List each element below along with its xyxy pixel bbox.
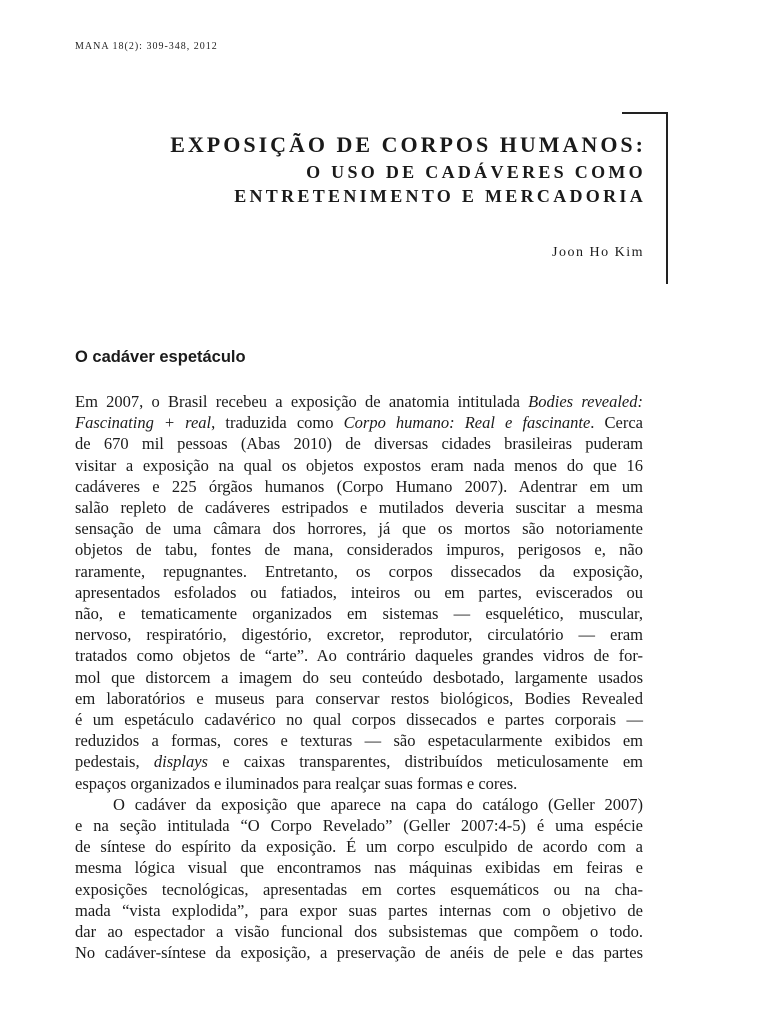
text-run: e caixas transparentes, distribuídos meticulosamente em	[207, 752, 644, 772]
article-subtitle-line: ENTRETENIMENTO E MERCADORIA	[234, 186, 646, 206]
body-line: não, e tematicamente organizados em sistemas — esquelético, muscular,	[75, 604, 643, 624]
body-line	[75, 412, 643, 433]
body-line: sensação de uma câmara dos horrores, já que os mortos são notoriamente	[75, 519, 643, 539]
body-line: exposições tecnológicas, apresentadas em cortes esquemáticos ou na cha-	[75, 879, 643, 899]
body-line: raramente, repugnantes. Entretanto, os corpos dissecados da exposição,	[75, 561, 643, 581]
body-line: cadáveres e 225 órgãos humanos (Corpo Humano 2007). Adentrar em um	[75, 476, 643, 496]
text-run: . Cerca	[590, 413, 643, 433]
body-line: em laboratórios e museus para conservar restos biológicos, Bodies Revealed	[75, 688, 643, 708]
text-run: pedestais,	[75, 752, 154, 772]
body-line: mada “vista explodida”, para expor suas partes internas com o objetivo de	[75, 900, 643, 920]
body-line: e na seção intitulada “O Corpo Revelado” (Geller 2007:4-5) é uma espécie	[75, 816, 643, 836]
paragraph	[75, 391, 643, 794]
body-line: de 670 mil pessoas (Abas 2010) de diversas cidades brasileiras puderam	[75, 434, 643, 454]
title-rule-vertical	[666, 112, 668, 284]
body-line: No cadáver-síntese da exposição, a preservação de anéis de pele e das partes	[75, 943, 643, 963]
title-rule-horizontal	[622, 112, 668, 114]
journal-citation: MANA 18(2): 309-348, 2012	[75, 41, 218, 52]
article-body	[75, 391, 643, 963]
body-line: de síntese do espírito da exposição. É um corpo esculpido de acordo com a	[75, 837, 643, 857]
body-line: tratados como objetos de “arte”. Ao contrário daqueles grandes vidros de for-	[75, 646, 643, 666]
body-line: apresentados esfolados ou fatiados, inteiros ou em partes, eviscerados ou	[75, 582, 643, 602]
body-line: nervoso, respiratório, digestório, excretor, reprodutor, circulatório — eram	[75, 625, 643, 645]
body-line: é um espetáculo cadavérico no qual corpos dissecados e partes corporais —	[75, 710, 643, 730]
italic-run: Fascinating + real	[75, 413, 212, 433]
article-title: EXPOSIÇÃO DE CORPOS HUMANOS:	[170, 132, 646, 157]
body-line: mol que distorcem a imagem do seu conteúdo desbotado, largamente usados	[75, 667, 643, 687]
italic-run: Corpo humano: Real e fascinante	[343, 413, 591, 433]
body-line: reduzidos a formas, cores e texturas — são espetacularmente exibidos em	[75, 731, 643, 751]
text-run: Em 2007, o Brasil recebeu a exposição de anatomia intitulada	[75, 392, 529, 411]
paragraph	[75, 794, 643, 964]
body-line: salão repleto de cadáveres estripados e mutilados deveria suscitar a mesma	[75, 498, 643, 518]
body-line: visitar a exposição na qual os objetos expostos eram nada menos do que 16	[75, 455, 643, 475]
author-name: Joon Ho Kim	[552, 245, 644, 260]
body-line: objetos de tabu, fontes de mana, considerados impuros, perigosos e, não	[75, 540, 643, 560]
text-run: , traduzida como	[211, 413, 344, 433]
article-subtitle-line: O USO DE CADÁVERES COMO	[306, 162, 646, 182]
body-line	[75, 391, 643, 412]
body-line	[75, 751, 643, 772]
body-line: dar ao espectador a visão funcional dos subsistemas que compõem o todo.	[75, 922, 643, 942]
italic-run: displays	[153, 752, 208, 772]
body-line: mesma lógica visual que encontramos nas máquinas exibidas em feiras e	[75, 858, 643, 878]
body-line: espaços organizados e iluminados para realçar suas formas e cores.	[75, 773, 518, 793]
italic-run: Bodies revealed:	[528, 392, 643, 411]
body-line: O cadáver da exposição que aparece na capa do catálogo (Geller 2007)	[113, 794, 643, 814]
section-heading: O cadáver espetáculo	[75, 348, 246, 366]
